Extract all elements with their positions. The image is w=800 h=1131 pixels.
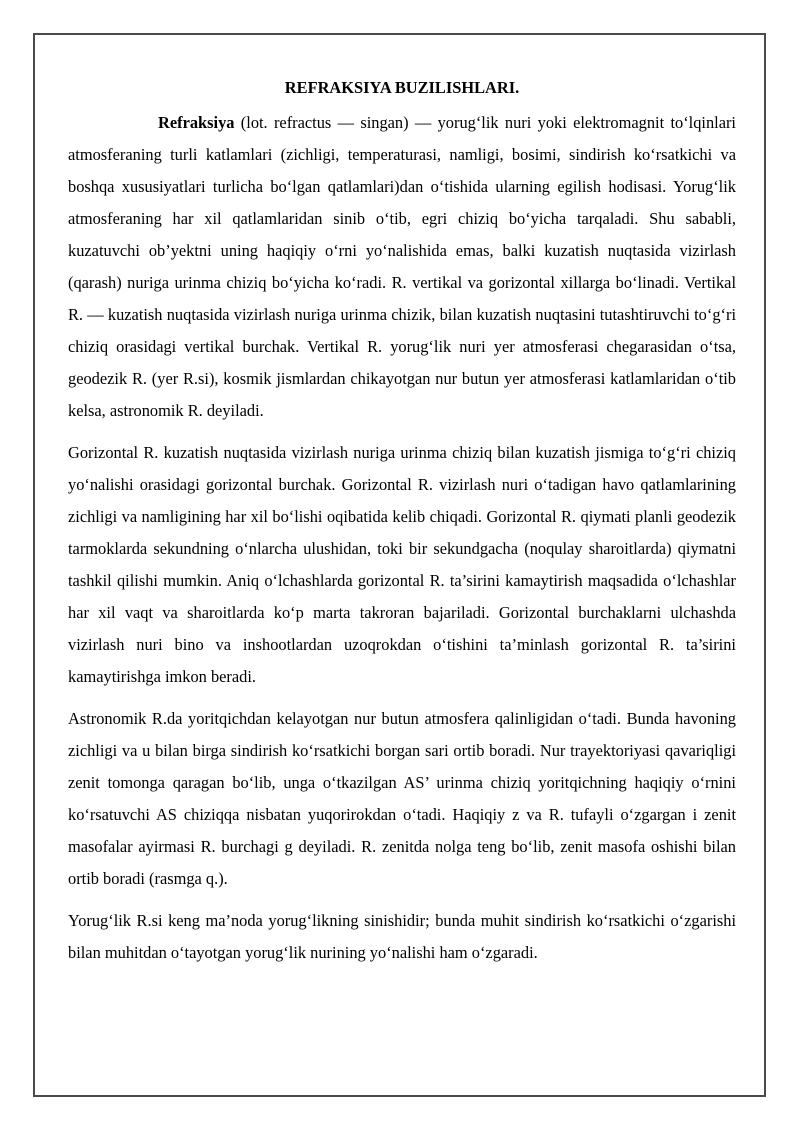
page-frame xyxy=(33,33,766,1097)
document-body xyxy=(68,78,736,979)
paragraph-3: Astronomik R.da yoritqichdan kelayotgan nur butun atmosfera qalinligidan o‘tadi. Bunda havoning zichligi va u bilan birga sindirish ko‘rsatkichi borgan sari ortib boradi. Nur trayektoriyasi qavariqligi zenit tomonga qaragan bo‘lib, unga o‘tkazilgan AS’ urinma chiziq yoritqichning haqiqiy o‘rnini ko‘rsatuvchi AS chiziqqa nisbatan yuqorirokdan o‘tadi. Haqiqiy z va R. tufayli o‘zgargan i zenit masofalar ayirmasi R. burchagi g deyiladi. R. zenitda nolga teng bo‘lib, zenit masofa oshishi bilan ortib boradi (rasmga q.). xyxy=(68,709,736,888)
paragraph-2: Gorizontal R. kuzatish nuqtasida vizirlash nuriga urinma chiziq bilan kuzatish jismiga to‘g‘ri chiziq yo‘nalishi orasidagi gorizontal burchak. Gorizontal R. vizirlash nuri o‘tadigan havo qatlamlarining zichligi va namligining har xil bo‘lishi oqibatida kelib chiqadi. Gorizontal R. qiymati planli geodezik tarmoklarda sekundning o‘nlarcha ulushidan, toki bir sekundgacha (noqulay sharoitlarda) qiymatni tashkil qilishi mumkin. Aniq o‘lchashlarda gorizontal R. ta’sirini kamaytirish maqsadida o‘lchashlar har xil vaqt va sharoitlarda ko‘p marta takroran bajariladi. Gorizontal burchaklarni ulchashda vizirlash nuri bino va inshootlardan uzoqrokdan o‘tishini ta’minlash gorizontal R. ta’sirini kamaytirishga imkon beradi. xyxy=(68,443,736,686)
paragraph-1-text: (lot. refractus — singan) — yorug‘lik nuri yoki elektromagnit to‘lqinlari atmosferaning turli katlamlari (zichligi, temperaturasi, namligi, bosimi, sindirish ko‘rsatkichi va boshqa xususiyatlari turlicha bo‘lgan qatlamlari)dan o‘tishida ularning egilish hodisasi. Yorug‘lik atmosferaning har xil qatlamlaridan sinib o‘tib, egri chiziq bo‘yicha tarqaladi. Shu sababli, kuzatuvchi ob’yektni uning haqiqiy o‘rni yo‘nalishida emas, balki kuzatish nuqtasida vizirlash (qarash) nuriga urinma chiziq bo‘yicha ko‘radi. R. vertikal va gorizontal xillarga bo‘linadi. Vertikal R. — kuzatish nuqtasida vizirlash nuriga urinma chizik, bilan kuzatish nuqtasini tutashtiruvchi to‘g‘ri chiziq orasidagi vertikal burchak. Vertikal R. yorug‘lik nuri yer atmosferasi chegarasidan o‘tsa, geodezik R. (yer R.si), kosmik jismlardan chikayotgan nur butun yer atmosferasi katlamlaridan o‘tib kelsa, astronomik R. deyiladi. xyxy=(68,113,736,420)
term-refraksiya: Refraksiya xyxy=(158,113,235,132)
paragraph-1 xyxy=(68,107,736,427)
document-title: REFRAKSIYA BUZILISHLARI. xyxy=(284,78,520,97)
paragraph-4: Yorug‘lik R.si keng ma’noda yorug‘likning sinishidir; bunda muhit sindirish ko‘rsatkichi o‘zgarishi bilan muhitdan o‘tayotgan yorug‘lik nurining yo‘nalishi ham o‘zgaradi. xyxy=(68,911,736,962)
